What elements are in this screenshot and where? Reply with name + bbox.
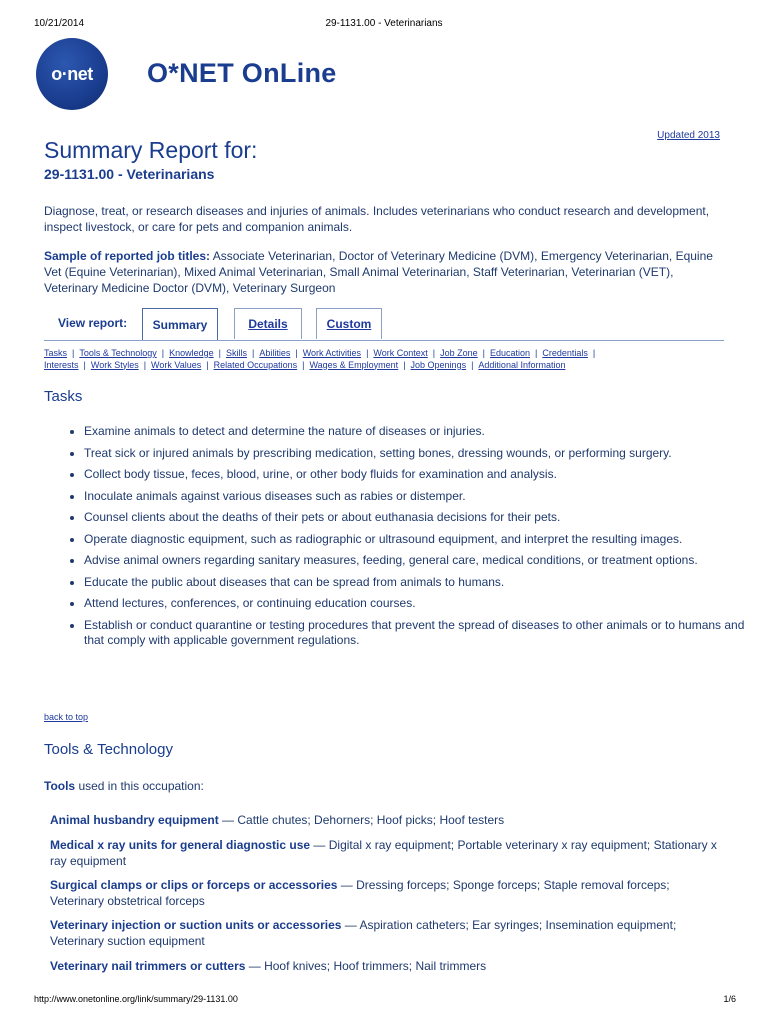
tasks-list bbox=[44, 424, 764, 655]
link-skills[interactable]: Skills bbox=[225, 348, 247, 358]
tool-name: Veterinary injection or suction units or accessories bbox=[50, 918, 342, 932]
tool-name: Medical x ray units for general diagnostic use bbox=[50, 838, 311, 852]
task-item: • Attend lectures, conferences, or continuing education courses. bbox=[84, 596, 764, 612]
link-job-openings[interactable]: Job Openings bbox=[410, 359, 467, 370]
task-item: • Examine animals to detect and determine the nature of diseases or injuries. bbox=[84, 424, 764, 440]
tool-name: Veterinary nail trimmers or cutters bbox=[50, 959, 246, 973]
report-title: Summary Report for: bbox=[44, 137, 258, 163]
tool-item bbox=[50, 878, 718, 909]
tools-intro bbox=[44, 779, 204, 793]
tool-examples: — Digital x ray equipment; Portable veterinary x ray equipment; Stationary x ray equipment bbox=[50, 838, 717, 868]
link-work-styles[interactable]: Work Styles bbox=[90, 359, 139, 370]
view-report-label: View report: bbox=[58, 316, 128, 330]
back-to-top-link[interactable]: back to top bbox=[44, 712, 89, 722]
link-related-occupations[interactable]: Related Occupations bbox=[213, 359, 298, 370]
link-work-context[interactable]: Work Context bbox=[373, 348, 428, 358]
sample-label: Sample of reported job titles: bbox=[44, 249, 211, 263]
tool-item bbox=[50, 838, 718, 869]
task-item: • Collect body tissue, feces, blood, urine, or other body fluids for examination and analysis. bbox=[84, 467, 764, 483]
print-page-number: 1/6 bbox=[723, 994, 736, 1004]
occupation-title: 29-1131.00 - Veterinarians bbox=[44, 166, 215, 182]
site-title[interactable]: O*NET OnLine bbox=[147, 58, 337, 88]
link-tools-technology[interactable]: Tools & Technology bbox=[79, 348, 157, 358]
updated-link[interactable]: Updated 2013 bbox=[657, 130, 720, 141]
task-item: • Operate diagnostic equipment, such as radiographic or ultrasound equipment, and interpret the resulting images. bbox=[84, 532, 764, 548]
sample-job-titles bbox=[44, 248, 724, 296]
tab-custom[interactable]: Custom bbox=[316, 308, 382, 339]
tool-item bbox=[50, 813, 718, 829]
link-additional-information[interactable]: Additional Information bbox=[478, 359, 566, 370]
tasks-heading: Tasks bbox=[44, 388, 83, 405]
task-item: • Counsel clients about the deaths of their pets or about euthanasia decisions for their pets. bbox=[84, 510, 764, 526]
link-work-values[interactable]: Work Values bbox=[151, 359, 202, 370]
tool-name: Surgical clamps or clips or forceps or accessories bbox=[50, 878, 338, 892]
task-item: • Advise animal owners regarding sanitary measures, feeding, general care, medical conditions, or treatment options. bbox=[84, 553, 764, 569]
tab-summary[interactable]: Summary bbox=[142, 308, 218, 340]
section-links: Tasks | Tools & Technology | Knowledge | Skills | Abilities | Work Activities | Work Context | Job Zone | Education | Credentials | Interests | Work Styles | Work Values | Related Occupations | Wages & Employment | Job Openings | Additional Information bbox=[44, 348, 596, 370]
print-date: 10/21/2014 bbox=[34, 18, 85, 29]
tools-intro-bold: Tools bbox=[44, 779, 76, 793]
print-url: http://www.onetonline.org/link/summary/29-1131.00 bbox=[34, 994, 238, 1004]
link-wages-employment[interactable]: Wages & Employment bbox=[309, 359, 399, 370]
task-item: • Educate the public about diseases that can be spread from animals to humans. bbox=[84, 575, 764, 591]
logo-text: o·net bbox=[51, 63, 93, 84]
tool-name: Animal husbandry equipment bbox=[50, 813, 219, 827]
task-item: • Treat sick or injured animals by prescribing medication, setting bones, dressing wounds, or performing surgery. bbox=[84, 446, 764, 462]
link-education[interactable]: Education bbox=[489, 348, 531, 358]
tools-heading: Tools & Technology bbox=[44, 741, 173, 758]
tool-examples: — Cattle chutes; Dehorners; Hoof picks; Hoof testers bbox=[218, 813, 505, 827]
task-item: • Establish or conduct quarantine or testing procedures that prevent the spread of diseases to other animals or to humans and that comply with applicable government regulations. bbox=[84, 618, 764, 649]
link-tasks[interactable]: Tasks bbox=[44, 348, 68, 358]
tools-intro-rest: used in this occupation: bbox=[75, 779, 204, 793]
link-credentials[interactable]: Credentials bbox=[542, 348, 588, 358]
sample-titles: Associate Veterinarian, Doctor of Veterinary Medicine (DVM), Emergency Veterinarian, Equine Vet (Equine Veterinarian), Mixed Animal Veterinarian, Small Animal Veterinarian, Staff Veterinarian, Veterinarian (VET), Veterinary Medicine Doctor (DVM), Veterinary Surgeon bbox=[44, 249, 713, 295]
link-job-zone[interactable]: Job Zone bbox=[440, 348, 478, 358]
link-interests[interactable]: Interests bbox=[44, 359, 79, 370]
link-work-activities[interactable]: Work Activities bbox=[302, 348, 362, 358]
tool-examples: — Hoof knives; Hoof trimmers; Nail trimmers bbox=[245, 959, 487, 973]
link-abilities[interactable]: Abilities bbox=[259, 348, 291, 358]
onet-logo[interactable] bbox=[36, 38, 108, 110]
view-report-bar bbox=[44, 308, 724, 341]
tool-examples: — Dressing forceps; Sponge forceps; Staple removal forceps; Veterinary obstetrical forceps bbox=[50, 878, 670, 908]
tab-details[interactable]: Details bbox=[234, 308, 302, 339]
tool-item bbox=[50, 959, 718, 975]
tool-item bbox=[50, 918, 718, 949]
task-item: • Inoculate animals against various diseases such as rabies or distemper. bbox=[84, 489, 764, 505]
print-title: 29-1131.00 - Veterinarians bbox=[325, 18, 443, 29]
tool-examples: — Aspiration catheters; Ear syringes; Insemination equipment; Veterinary suction equipment bbox=[50, 918, 677, 948]
occupation-description: Diagnose, treat, or research diseases and injuries of animals. Includes veterinarians who conduct research and development, inspect livestock, or care for pets and companion animals. bbox=[44, 204, 710, 234]
link-knowledge[interactable]: Knowledge bbox=[169, 348, 214, 358]
